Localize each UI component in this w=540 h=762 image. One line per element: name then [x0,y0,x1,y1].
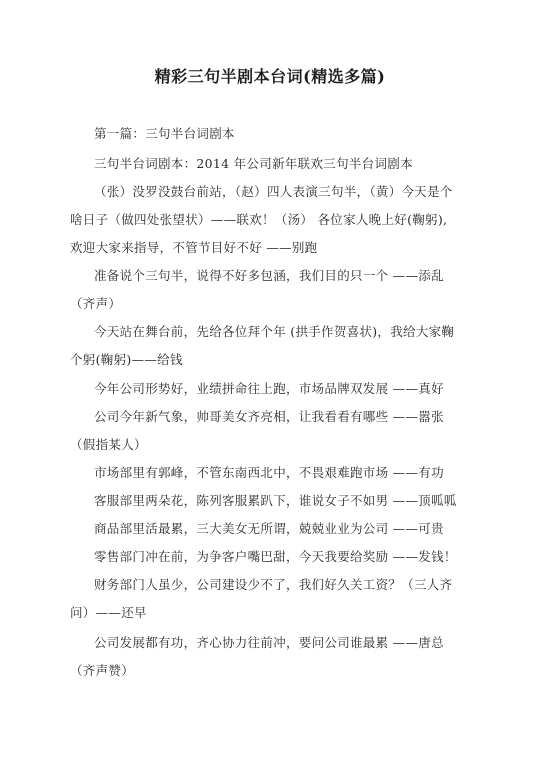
document-title: 精彩三句半剧本台词(精选多篇) [154,67,386,86]
paragraph-line: （假指某人） [70,437,147,452]
paragraph-line: 今年公司形势好，业绩拼命往上跑，市场品牌双发展 ——真好 [94,381,444,396]
paragraph-line: 客服部里两朵花，陈列客服累趴下，谁说女子不如男 ——顶呱呱 [94,493,457,508]
paragraph-line: 财务部门人虽少，公司建设少不了，我们好久关工资？（三人齐 [94,577,453,592]
paragraph-line: 个躬(鞠躬)——给钱 [70,352,183,367]
paragraph-line: 今天站在舞台前，先给各位拜个年 (拱手作贺喜状)，我给大家鞠 [94,324,455,339]
paragraph-line: （齐声赞） [70,663,135,678]
paragraph-line: 准备说个三句半，说得不好多包涵，我们目的只一个 ——添乱 [94,268,444,283]
paragraph-line: 市场部里有郭峰，不管东南西北中，不畏艰难跑市场 ——有功 [94,465,444,480]
paragraph-line: 问）——还早 [70,605,147,620]
paragraph-line: 三句半台词剧本：2014 年公司新年联欢三句半台词剧本 [94,156,413,171]
paragraph-line: 商品部里活最累，三大美女无所谓，兢兢业业为公司 ——可贵 [94,521,444,536]
section-heading: 第一篇：三句半台词剧本 [94,126,235,141]
paragraph-line: 啥日子（做四处张望状）——联欢！（汤） 各位家人晚上好(鞠躬), [70,212,448,227]
paragraph-line: 零售部门冲在前，为争客户嘴巴甜，今天我要给奖励 ——发钱！ [94,549,457,564]
paragraph-line: 公司发展都有功，齐心协力往前冲，要问公司谁最累 ——唐总 [94,635,444,650]
paragraph-line: 欢迎大家来指导，不管节目好不好 ——别跑 [70,240,318,255]
paragraph-line: （齐声） [70,296,122,311]
paragraph-line: （张）没罗没鼓台前站，（赵）四人表演三句半，（黄）今天是个 [94,184,453,199]
paragraph-line: 公司今年新气象，帅哥美女齐亮相，让我看看有哪些 ——嚣张 [94,409,444,424]
